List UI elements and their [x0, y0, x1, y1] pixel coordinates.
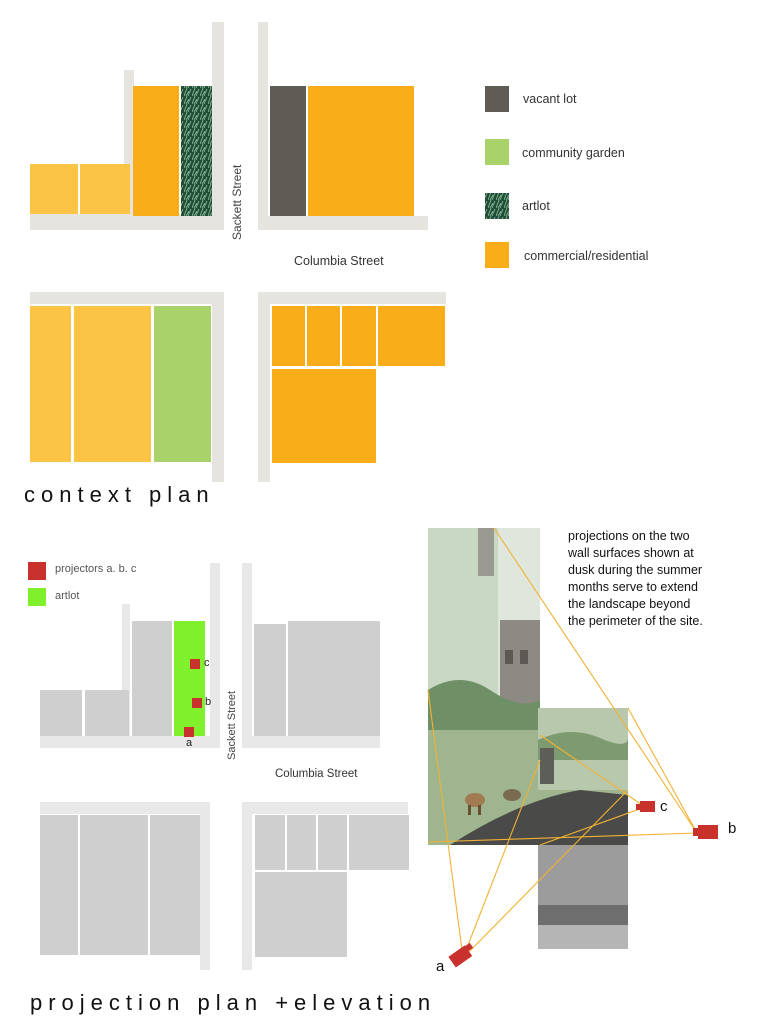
note-line: the landscape beyond: [568, 597, 691, 611]
street-label-sackett-2: Sackett Street: [226, 690, 238, 760]
elevation-projector-c-label: c: [660, 798, 668, 815]
projector-b-label: b: [205, 696, 212, 708]
legend-swatch-garden: [485, 139, 509, 165]
legend-swatches: [485, 86, 509, 268]
legend-swatch-artlot: [485, 193, 509, 219]
legend-swatch-vacant: [485, 86, 509, 112]
vacant-lot: [270, 86, 306, 216]
projector-b-icon: [693, 825, 718, 839]
street-label-sackett: Sackett Street: [230, 164, 244, 240]
context-block-top-left: [30, 86, 212, 216]
projector-a-marker: [184, 727, 194, 737]
community-garden-lot: [154, 306, 211, 462]
legend-swatch-projector: [28, 562, 46, 580]
projector-c-marker: [190, 659, 200, 669]
note-line: the perimeter of the site.: [568, 614, 703, 628]
elevation-projector-a-label: a: [436, 958, 445, 975]
legend-label-commercial: commercial/residential: [524, 249, 649, 263]
legend-label-artlot: artlot: [522, 199, 550, 213]
legend-swatch-artlot-bright: [28, 588, 46, 606]
projection-block-bottom-right: [255, 815, 409, 957]
artlot-lot-bright: [174, 621, 205, 736]
projector-b-marker: [192, 698, 202, 708]
note-line: projections on the two: [568, 529, 690, 543]
elevation-projector-b-label: b: [728, 820, 737, 837]
projection-plan-title: projection plan +elevation: [30, 990, 437, 1015]
projection-block-top-right: [254, 621, 380, 736]
artlot-lot: [181, 86, 212, 216]
context-block-bottom-right: [272, 306, 445, 463]
legend-swatch-commercial: [485, 242, 509, 268]
legend-label-artlot-bright: artlot: [55, 590, 80, 602]
projection-block-bottom-left: [40, 815, 200, 955]
elevation-note: [568, 528, 758, 630]
context-block-top-right: [270, 86, 414, 216]
context-block-bottom-left: [30, 306, 211, 462]
street-label-columbia-2: Columbia Street: [275, 768, 358, 780]
legend-label-garden: community garden: [522, 146, 625, 160]
legend-label-vacant: vacant lot: [523, 92, 577, 106]
legend-label-projectors: projectors a. b. c: [55, 563, 137, 575]
note-line: wall surfaces shown at: [568, 546, 694, 560]
projector-a-label: a: [186, 737, 193, 749]
street-label-columbia: Columbia Street: [294, 254, 384, 268]
projector-c-label: c: [204, 657, 210, 669]
context-plan-title: context plan: [24, 482, 215, 507]
note-line: dusk during the summer: [568, 563, 703, 577]
projector-a-icon: [448, 943, 473, 968]
note-line: months serve to extend: [568, 580, 698, 594]
